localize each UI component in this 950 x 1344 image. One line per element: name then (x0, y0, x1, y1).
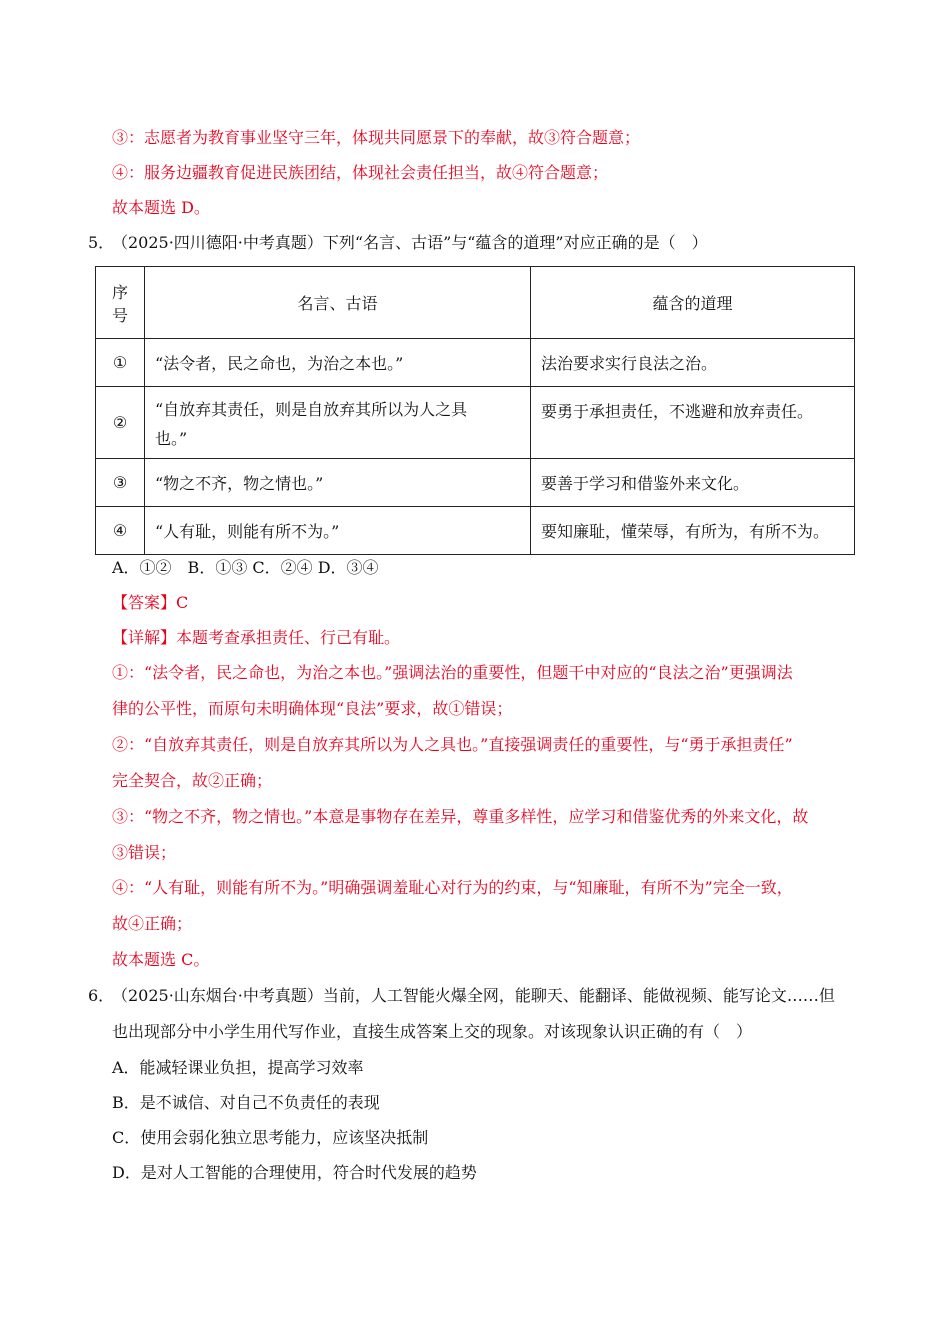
question-6-number: 6． (88, 986, 115, 1005)
answer-label: 【答案】C (112, 593, 189, 612)
option-b: B．是不诚信、对自己不负责任的表现 (112, 1093, 380, 1112)
explain-2a: ②：“自放弃其责任，则是自放弃其所以为人之具也。”直接强调责任的重要性，与“勇于承担责任” (112, 735, 793, 754)
question-6-stem-a: （2025·山东烟台·中考真题）当前，人工智能火爆全网，能聊天、能翻译、能做视频、能写论文……但 (112, 986, 835, 1005)
explain-3a: ③：“物之不齐，物之情也。”本意是事物存在差异，尊重多样性，应学习和借鉴优秀的外来文化，故 (112, 807, 809, 826)
row-meaning: 要知廉耻，懂荣辱，有所为，有所不为。 (531, 507, 855, 555)
table-row (96, 459, 855, 507)
sayings-table (95, 266, 855, 555)
explain-4a: ④：“人有耻，则能有所不为。”明确强调羞耻心对行为的约束，与“知廉耻，有所不为”完全一致， (112, 878, 793, 897)
explain-4b: 故④正确； (112, 914, 193, 933)
table-header-row (96, 267, 855, 339)
row-saying-line1: “自放弃其责任，则是自放弃其所以为人之具 (155, 399, 468, 419)
row-saying: “法令者，民之命也，为治之本也。” (145, 339, 531, 387)
row-saying-line2: 也。” (155, 428, 188, 448)
header-index-line1: 序 (111, 282, 128, 302)
explain-1a: ①：“法令者，民之命也，为治之本也。”强调法治的重要性，但题干中对应的“良法之治”更强调法 (112, 663, 793, 682)
table-row (96, 507, 855, 555)
header-meaning: 蕴含的道理 (531, 267, 855, 339)
row-saying (145, 387, 531, 459)
row-index: ③ (96, 459, 145, 507)
explain-title: 【详解】本题考查承担责任、行己有耻。 (112, 628, 401, 647)
row-saying: “人有耻，则能有所不为。” (145, 507, 531, 555)
row-index: ④ (96, 507, 145, 555)
question-6-stem-b: 也出现部分中小学生用代写作业，直接生成答案上交的现象。对该现象认识正确的有（ ） (112, 1022, 753, 1041)
row-index: ② (96, 387, 145, 459)
row-meaning: 法治要求实行良法之治。 (531, 339, 855, 387)
question-5-number: 5． (88, 233, 115, 252)
explain-2b: 完全契合，故②正确； (112, 771, 273, 790)
answer-conclusion: 故本题选 C。 (112, 950, 210, 969)
explain-1b: 律的公平性，而原句未明确体现“良法”要求，故①错误； (112, 699, 513, 718)
option-a: A．能减轻课业负担，提高学习效率 (112, 1058, 364, 1077)
option-d: D．是对人工智能的合理使用，符合时代发展的趋势 (112, 1163, 477, 1182)
question-5-stem: （2025·四川德阳·中考真题）下列“名言、古语”与“蕴含的道理”对应正确的是（ ） (112, 233, 708, 252)
row-meaning: 要勇于承担责任，不逃避和放弃责任。 (531, 387, 855, 459)
explain-3b: ③错误； (112, 843, 177, 862)
row-saying: “物之不齐，物之情也。” (145, 459, 531, 507)
header-saying: 名言、古语 (145, 267, 531, 339)
question-5-options: A．①② B．①③ C．②④ D．③④ (112, 558, 379, 577)
header-index (96, 267, 145, 339)
option-c: C．使用会弱化独立思考能力，应该坚决抵制 (112, 1128, 429, 1147)
table-row (96, 339, 855, 387)
row-index: ① (96, 339, 145, 387)
analysis-line-4: ④：服务边疆教育促进民族团结，体现社会责任担当，故④符合题意； (112, 163, 609, 182)
answer-conclusion-prev: 故本题选 D。 (112, 198, 210, 217)
table-row (96, 387, 855, 459)
analysis-line-3: ③：志愿者为教育事业坚守三年，体现共同愿景下的奉献，故③符合题意； (112, 128, 641, 147)
header-index-line2: 号 (111, 305, 128, 325)
row-meaning: 要善于学习和借鉴外来文化。 (531, 459, 855, 507)
